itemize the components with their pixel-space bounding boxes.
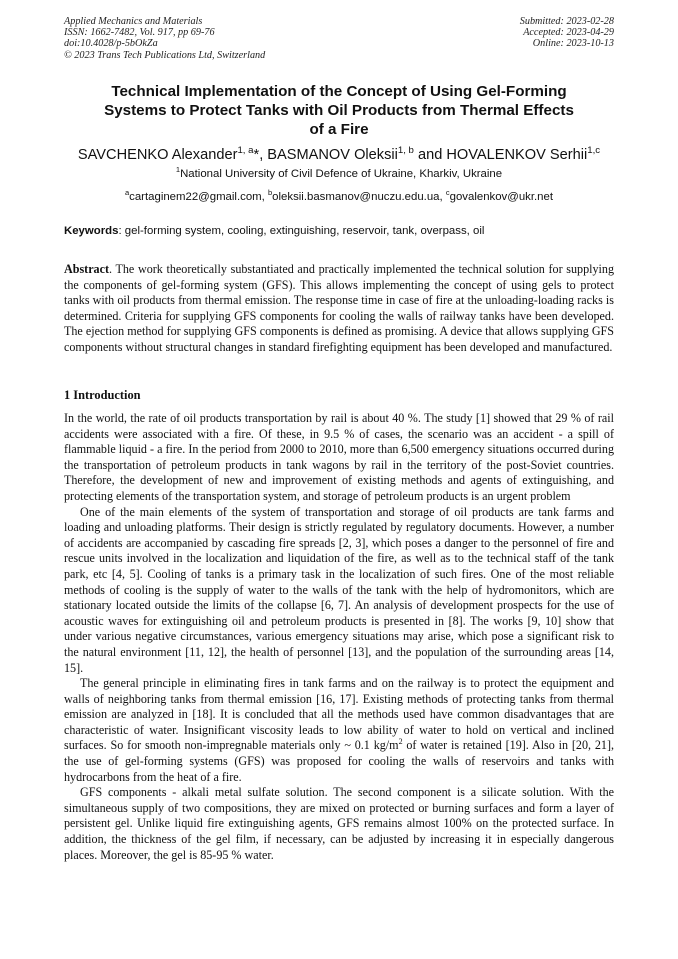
paragraph: One of the main elements of the system of transportation and storage of oil products are tank farms and loading and unloading platforms. Their design is strictly regulated by regulatory documents. However, a number of accidents are accompanied by cascading fire spreads [2, 3], which poses a danger to the personnel of fire and rescue units involved in the localization and liquidation of the fire, as well as to the technical staff of the tank park, etc [4, 5]. Cooling of tanks is a primary task in the localization of such fires. One of the most reliable methods of cooling is the supply of water to the walls of the tank with the help of hydromonitors, which are stationary located outside the limits of the collapse [6, 7]. An analysis of development prospects for the use of acoustic waves for extinguishing oil and petroleum products is presented in [8]. The works [9, 10] show that under various negative circumstances, various emergency situations may arise, which pose a significant risk to the natural environment [11, 12], the health of personnel [13], and the population of the surrounding areas [14, 15].	[64, 504, 614, 675]
abstract	[64, 262, 614, 356]
copyright-line: © 2023 Trans Tech Publications Ltd, Switzerland	[64, 49, 266, 61]
paragraph: The general principle in eliminating fires in tank farms and on the railway is to protect the equipment and walls of neighboring tanks from thermal emission [16, 17]. Existing methods of protecting tanks from thermal emission are analyzed in [18]. It is concluded that all the methods used have common disadvantages that are characteristic of water. Insignificant viscosity leads to low ability of water to hold on vertical and inclined surfaces. So for smooth non-impregnable materials only ~ 0.1 $kg/m^2$ of water is retained [19]. Also in [20, 21], the use of gel-forming systems (GFS) was proposed for cooling the walls of reservoirs and tanks with hydrocarbons from the heat of a fire.	[64, 676, 614, 784]
email-address[interactable]: oleksii.basmanov@nuczu.edu.ua	[272, 191, 440, 203]
author-name: HOVALENKOV Serhii	[446, 147, 588, 163]
email-list: $^a$cartaginem22@gmail.com, $^b$oleksii.basmanov@nuczu.edu.ua, $^c$govalenkov@ukr.net	[124, 188, 554, 203]
publication-dates	[520, 16, 614, 50]
paper-title	[60, 82, 618, 139]
keywords-label: Keywords	[64, 225, 119, 237]
paragraph: In the world, the rate of oil products transportation by rail is about 40 %. The study [1] showed that 29 % of rail accidents were associated with a fire. Of these, in 9.5 % of cases, the scenario was an accident - a spill of flammable liquid - a fire. In the period from 2000 to 2010, more than 6,500 emergency situations occurred during the transportation of petroleum products in tank wagons by rail in the territory of the post-Soviet countries. Therefore, the development of new and improvement of existing methods and agents of extinguishing, and protecting elements of the transportation system, and storage of petroleum products is an urgent problem	[64, 411, 614, 503]
issn-line: ISSN: 1662-7482, Vol. 917, pp 69-76	[64, 27, 215, 39]
affiliation: $^1$National University of Civil Defence of Ukraine, Kharkiv, Ukraine	[175, 165, 503, 180]
abstract-label: Abstract	[64, 262, 110, 276]
submitted-date: Submitted: 2023-02-28	[519, 16, 614, 27]
paragraph: GFS components - alkali metal sulfate solution. The second component is a silicate solution. With the simultaneous supply of two compositions, they are mixed on protected or burning surfaces and form a layer of persistent gel. Unlike liquid fire extinguishing agents, GFS remains almost 100% on the protected surface. In addition, the thickness of the gel film, if necessary, can be adjusted by increasing it in especially dangerous places. Moreover, the gel is 85-95 % water.	[64, 785, 614, 862]
email-address[interactable]: govalenkov@ukr.net	[449, 191, 554, 203]
author-affiliation-mark: 1, a	[237, 145, 254, 157]
author-list: SAVCHENKO Alexander$^{1, a}$*, BASMANOV Oleksii$^{1, b}$ and HOVALENKOV Serhii$^{1,c}$	[77, 145, 601, 163]
keywords-text: : gel-forming system, cooling, extinguishing, reservoir, tank, overpass, oil	[118, 225, 485, 237]
author-affiliation-mark: 1, b	[397, 145, 414, 157]
title-line: of a Fire	[309, 121, 369, 138]
accepted-date: Accepted: 2023-04-29	[523, 27, 614, 39]
doi-line: doi:10.4028/p-5bOkZa	[64, 38, 158, 50]
title-line: Technical Implementation of the Concept of Using Gel-Forming	[111, 83, 567, 100]
author-name: BASMANOV Oleksii	[267, 147, 398, 163]
journal-name: Applied Mechanics and Materials	[64, 16, 203, 27]
online-date: Online: 2023-10-13	[532, 38, 614, 50]
author-affiliation-mark: 1,c	[587, 145, 601, 157]
section-heading: 1 Introduction	[64, 388, 141, 402]
corresponding-author-mark: *	[253, 147, 260, 163]
keywords	[64, 224, 616, 238]
introduction-body	[64, 411, 614, 863]
author-name: SAVCHENKO Alexander	[77, 147, 238, 163]
abstract-text: . The work theoretically substantiated and practically implemented the technical solution for supplying the components of gel-forming system (GFS). This allows implementing the concept of using gels to protect tanks with oil products from thermal emission. The response time in case of fire at the unloading-loading racks is determined. Criteria for supplying GFS components for cooling the walls of railway tanks have been developed. The ejection method for supplying GFS components is defined as promising. A device that allows supplying GFS components without structural changes in standard firefighting equipment has been developed and manufactured.	[64, 262, 614, 354]
title-line: Systems to Protect Tanks with Oil Products from Thermal Effects	[104, 102, 574, 119]
email-address[interactable]: cartaginem22@gmail.com	[129, 191, 262, 203]
journal-info	[64, 16, 265, 61]
